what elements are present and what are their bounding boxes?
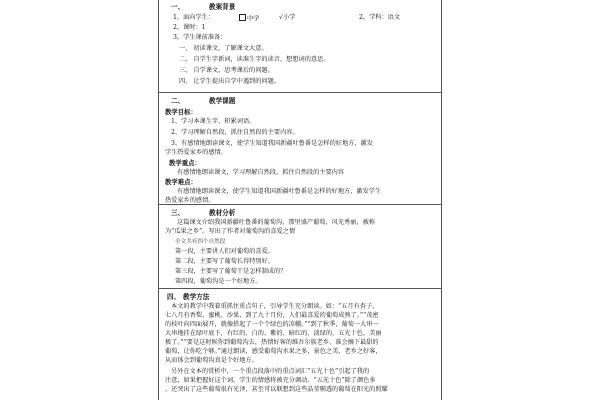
option-primary-school: √小学 (279, 14, 296, 21)
paragraph-summary: 第四段，葡萄沟是一个好地方。 (175, 278, 262, 285)
section-topic (159, 92, 441, 205)
paragraph-summary: 第二段，主要写了葡萄长得特别好。 (175, 258, 274, 265)
section1-title: 教案背景 (209, 3, 236, 11)
goal-item: 学生热爱家乡的感情。 (165, 149, 227, 156)
goals-title: 教学目标： (165, 108, 197, 116)
difficult-points-text: 热爱家乡的感情。 (165, 197, 215, 204)
target-students-label: 1，面向学生： (173, 14, 215, 21)
lesson-plan-document (158, 0, 442, 400)
method-text: 七八月有香梨、蜜桃、沙果，到了九十月份，人们最喜爱的葡萄成熟了。”“茂密 (165, 312, 379, 319)
section3-title: 教材分析 (209, 209, 236, 217)
method-text: 本文的教学中我着重抓住重点句子，引导学生充分朗读。如：“五月有杏子， (171, 303, 379, 310)
periods-label: 2，课时：1 (173, 24, 206, 31)
paragraph-summary: 第一段，主要讲人们对葡萄的喜爱。 (175, 248, 274, 255)
paragraph-summary: 第三段，主要写了葡萄干是怎样制成的？ (175, 268, 287, 275)
goal-item: 1、学习本课生字，积累词语。 (171, 118, 256, 125)
analysis-intro: 这篇课文介绍我国新疆吐鲁番的葡萄沟，那里盛产葡萄，风光秀丽，被称 (177, 219, 375, 226)
method-text: 葡萄，让你吃个够。”通过朗读，感受葡萄沟水果之多，景色之美，老乡之好客， (165, 348, 382, 355)
option-middle-school: 中学 (239, 14, 259, 24)
key-points-text: 有感情地朗读课文，学习理解自然段，抓住自然段的主要内容 (177, 169, 345, 176)
section4-title: 教学方法 (183, 293, 210, 301)
method-text: 大串地挂在绿叶底下，有红的、白的、紫的、暗红的、淡绿的，五光十色，美丽 (165, 330, 382, 337)
prep-item: 三、 自学课文，思考课后的问题。 (179, 67, 274, 74)
prep-item: 一、 初读课文，了解课文大意。 (179, 45, 268, 52)
method-text: ，还突出了这些葡萄很有光泽，甚至可以联想到这些晶莹剔透的葡萄在阳光的照耀 (165, 386, 388, 393)
section-teaching-method (159, 288, 441, 401)
checkbox-middle-school[interactable] (239, 14, 246, 21)
subject-label: 2，学科：语文 (359, 14, 401, 21)
analysis-intro: 为“瓜果之乡”。写出了作者对葡萄沟的喜爱之情 (165, 228, 296, 235)
method-text: 注意，如果把握好这个词，学生的情感将被充分调动。“五光十色”除了颜色多 (165, 377, 376, 384)
prep-title: 3，学生课前准备： (173, 34, 227, 41)
difficult-points-title: 教学难点： (165, 178, 197, 186)
check-mark-icon: √ (279, 14, 283, 21)
section2-title: 教学课题 (209, 97, 236, 105)
key-points-title: 教学重点： (169, 159, 201, 167)
method-text: 另外在文本的赏析中，一个重点段落中的重点词汇“五光十色”引起了我的 (171, 368, 370, 375)
goal-item: 2、学习理解自然段，抓住自然段的主要内容。 (171, 129, 299, 136)
difficult-points-text: 有感情地朗读课文，使学生知道我国新疆吐鲁番是怎样的好地方，激发学生 (177, 188, 382, 195)
section2-number: 二、 (171, 97, 185, 105)
section-background (159, 0, 441, 92)
method-text: 极了。”“要是这时候你到葡萄沟去，热情好客的维吾尔族老乡，准会摘下最甜的 (165, 339, 379, 346)
prep-item: 二、 自学生字新词，读准生字的读音，想想词的意思。 (179, 56, 330, 63)
method-text: 的枝叶向四面展开，就像搭起了一个个绿色的凉棚。”“到了秋季，葡萄一大串一 (165, 321, 379, 328)
method-text: 从而体会到葡萄沟真是个好地方。 (165, 357, 258, 364)
section4-number: 四、 (167, 293, 181, 301)
section1-number: 一、 (171, 3, 185, 11)
section-material-analysis (159, 204, 441, 289)
paragraph-count: 全文共有四个自然段 (175, 239, 226, 245)
section3-number: 三、 (171, 209, 185, 217)
prep-item: 四、 让学生提出自学中遇到的问题。 (179, 78, 280, 85)
goal-item: 3、有感情地朗读课文，使学生知道我国新疆吐鲁番是怎样的好地方，激发 (171, 140, 373, 147)
